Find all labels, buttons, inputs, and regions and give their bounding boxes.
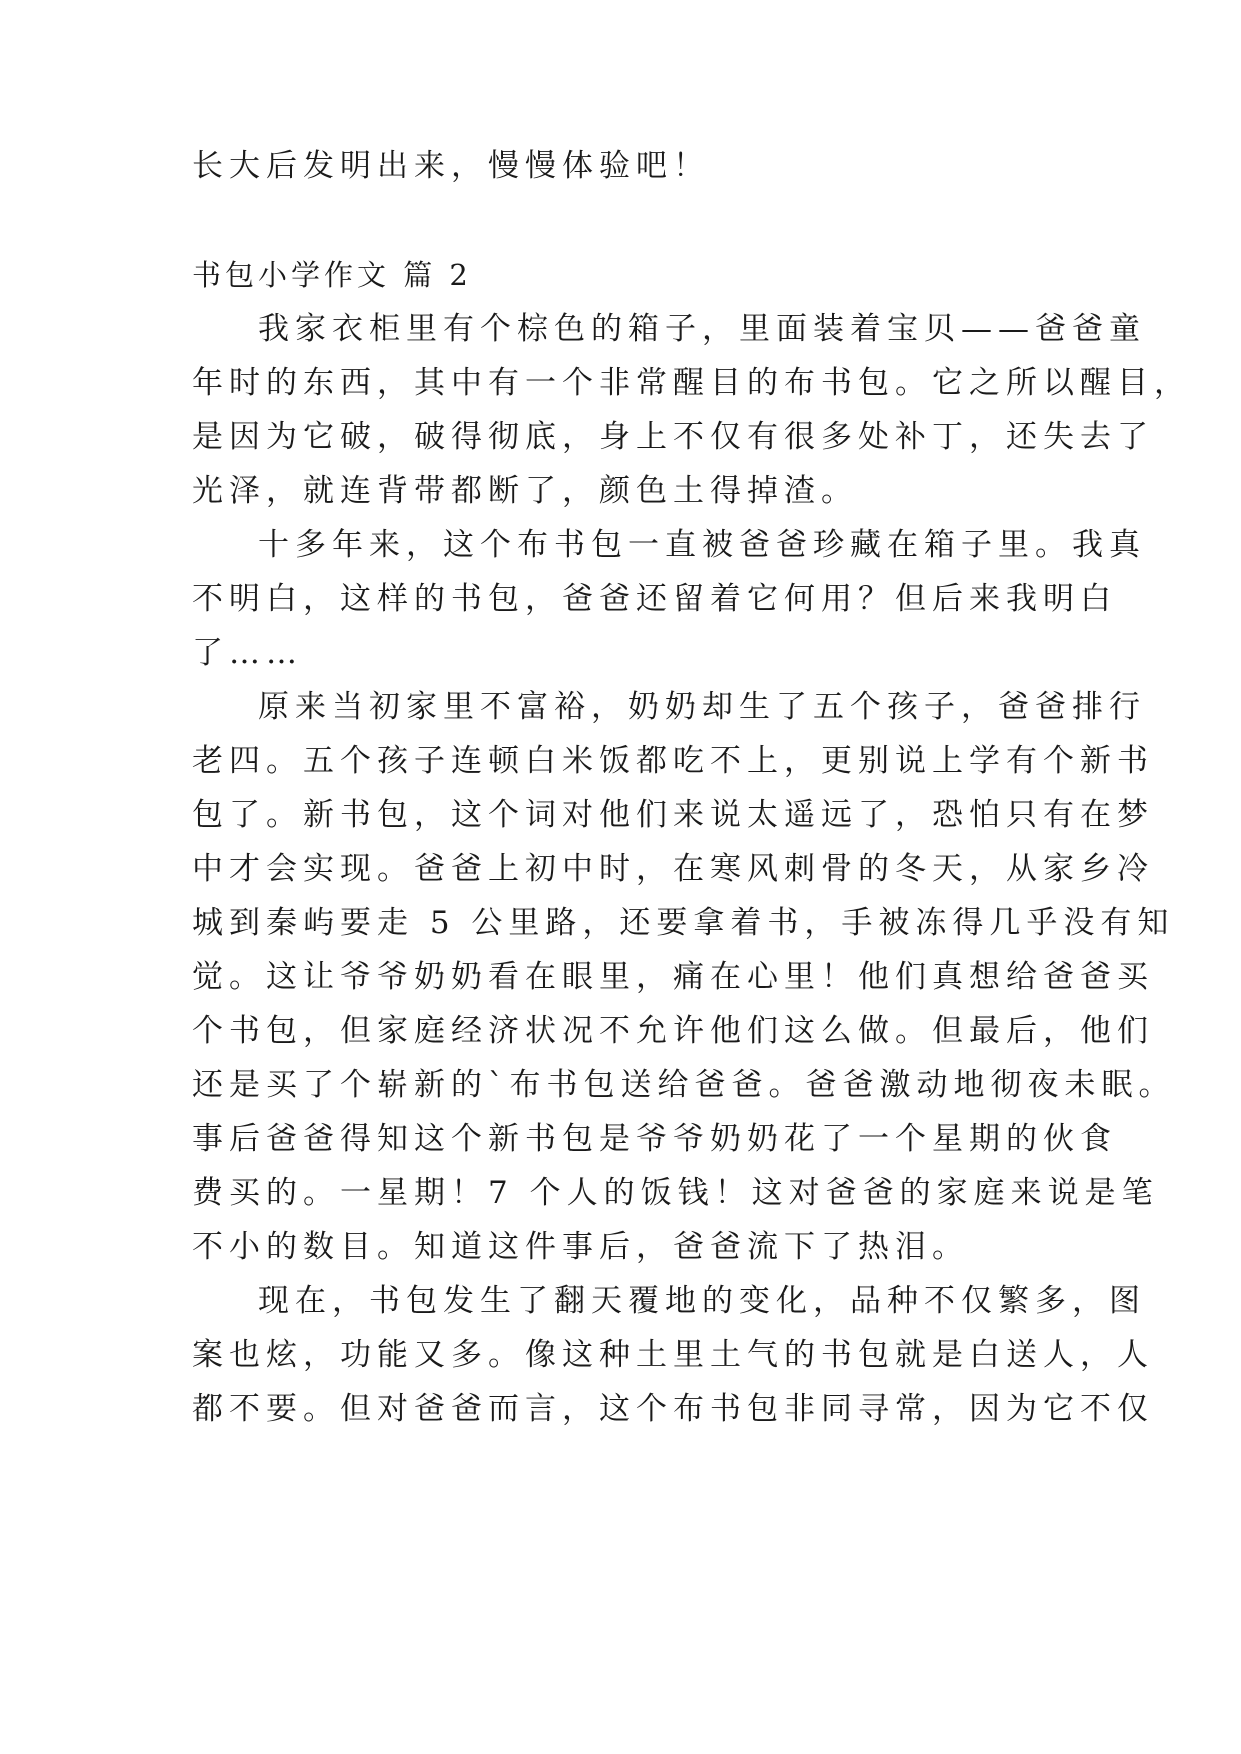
paragraph-3-line-8: 还是买了个崭新的`布书包送给爸爸。爸爸激动地彻夜未眠。 <box>192 1067 1176 1103</box>
paragraph-1-line-4: 光泽，就连背带都断了，颜色土得掉渣。 <box>192 473 858 509</box>
paragraph-4-line-2: 案也炫，功能又多。像这种土里土气的书包就是白送人，人 <box>192 1337 1154 1373</box>
paragraph-1-line-1: 我家衣柜里有个棕色的箱子，里面装着宝贝——爸爸童 <box>258 311 1146 347</box>
paragraph-4-line-3: 都不要。但对爸爸而言，这个布书包非同寻常，因为它不仅 <box>192 1391 1154 1427</box>
paragraph-3-line-5: 城到秦屿要走 5 公里路，还要拿着书，手被冻得几乎没有知 <box>192 905 1175 941</box>
carryover-text-line: 长大后发明出来，慢慢体验吧！ <box>192 148 710 184</box>
paragraph-2-line-2: 不明白，这样的书包，爸爸还留着它何用？但后来我明白 <box>192 581 1117 617</box>
paragraph-4-line-1: 现在，书包发生了翻天覆地的变化，品种不仅繁多，图 <box>258 1283 1146 1319</box>
paragraph-3-line-4: 中才会实现。爸爸上初中时，在寒风刺骨的冬天，从家乡冷 <box>192 851 1154 887</box>
paragraph-3-line-3: 包了。新书包，这个词对他们来说太遥远了，恐怕只有在梦 <box>192 797 1154 833</box>
paragraph-3-line-9: 事后爸爸得知这个新书包是爷爷奶奶花了一个星期的伙食 <box>192 1121 1117 1157</box>
paragraph-3-line-1: 原来当初家里不富裕，奶奶却生了五个孩子，爸爸排行 <box>258 689 1146 725</box>
paragraph-3-line-10: 费买的。一星期！7 个人的饭钱！这对爸爸的家庭来说是笔 <box>192 1175 1159 1211</box>
paragraph-2-line-1: 十多年来，这个布书包一直被爸爸珍藏在箱子里。我真 <box>258 527 1146 563</box>
paragraph-3-line-2: 老四。五个孩子连顿白米饭都吃不上，更别说上学有个新书 <box>192 743 1154 779</box>
section-title: 书包小学作文 篇 2 <box>192 258 472 292</box>
paragraph-3-line-7: 个书包，但家庭经济状况不允许他们这么做。但最后，他们 <box>192 1013 1154 1049</box>
paragraph-1-line-2: 年时的东西，其中有一个非常醒目的布书包。它之所以醒目， <box>192 365 1191 401</box>
paragraph-2-line-3: 了…… <box>192 635 303 671</box>
paragraph-3-line-6: 觉。这让爷爷奶奶看在眼里，痛在心里！他们真想给爸爸买 <box>192 959 1154 995</box>
paragraph-1-line-3: 是因为它破，破得彻底，身上不仅有很多处补丁，还失去了 <box>192 419 1154 455</box>
paragraph-3-line-11: 不小的数目。知道这件事后，爸爸流下了热泪。 <box>192 1229 969 1265</box>
